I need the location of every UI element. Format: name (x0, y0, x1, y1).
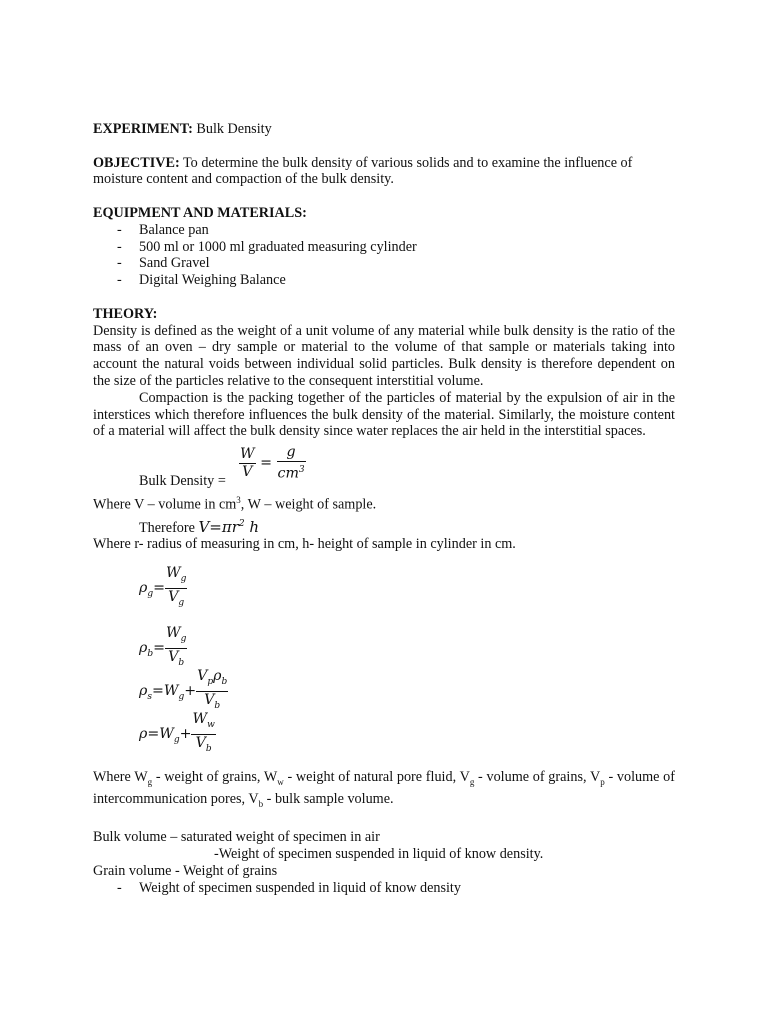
where-v-line: Where V – volume in $cm^3$, W – weight of sample. (93, 495, 377, 513)
experiment-line (93, 121, 675, 138)
theory-heading: THEORY: (93, 305, 158, 322)
where-r-line: Where r- radius of measuring in cm, h- height of sample in cylinder in cm. (93, 536, 516, 553)
volume-formula: $V=\pi r^2$ h (198, 517, 260, 536)
bulk-density-equation: $\rho_b=$ $\frac{W_g}{V_b}$ (139, 625, 187, 668)
objective-paragraph (93, 155, 675, 189)
objective-text: To determine the bulk density of various solids and to examine the influence of moisture content and compaction of the bulk density. (93, 154, 633, 188)
equipment-heading: EQUIPMENT AND MATERIALS: (93, 204, 307, 221)
list-item: - Digital Weighing Balance (117, 272, 286, 289)
grain-volume-list (93, 880, 675, 897)
grain-density-equation: $\rho_g=$ $\frac{W_g}{V_g}$ (139, 565, 187, 608)
list-item: - Sand Gravel (117, 255, 210, 272)
list-item: - Weight of specimen suspended in liquid of know density (117, 879, 461, 896)
experiment-label: EXPERIMENT: (93, 121, 193, 137)
where-w-paragraph: Where $W_g$ - weight of grains, $W_w$ - weight of natural pore fluid, $V_g$ - volume of grains, $V_p$ - volume of intercommunication pores, $V_b$ - bulk sample volume. (93, 769, 675, 809)
document-page (93, 121, 675, 897)
equipment-list (93, 222, 675, 289)
list-item: - Balance pan (117, 221, 209, 238)
saturated-density-equation: $\rho_s=W_g+$ $\frac{V_p\rho_b}{V_b}$ (139, 668, 228, 711)
objective-label: OBJECTIVE: (93, 154, 180, 171)
grain-volume-line: Grain volume - Weight of grains (93, 862, 278, 879)
experiment-title: Bulk Density (192, 121, 272, 137)
density-equations (93, 553, 675, 769)
formula-w-over-v: $\frac{W}{V}$ = $\frac{g}{cm^3}$ (240, 444, 305, 482)
bulk-volume-line-2: -Weight of specimen suspended in liquid of know density. (214, 846, 544, 863)
bulk-density-label: Bulk Density = (139, 473, 226, 490)
natural-density-equation: $\rho=W_g+$ $\frac{W_w}{V_b}$ (139, 711, 215, 754)
list-item: - 500 ml or 1000 ml graduated measuring cylinder (117, 238, 417, 255)
bulk-volume-line-1: Bulk volume – saturated weight of specimen in air (93, 829, 380, 846)
therefore-line: Therefore $V=\pi r^2$ h (139, 517, 260, 536)
theory-paragraph-1: Density is defined as the weight of a unit volume of any material while bulk density is the ratio of the mass of an oven – dry sample or material to the volume of that sample or materials taking into account the natural voids between individual solid particles. Bulk density is therefore dependent on the size of the particles relative to the consequent interstitial volume. (93, 322, 675, 389)
bulk-density-formula (93, 440, 675, 492)
theory-paragraph-2: Compaction is the packing together of the particles of material by the expulsion of air in the interstices which therefore influences the bulk density of the material. Similarly, the moisture content of a material will affect the bulk density since water replaces the air held in the interstitial spaces. (93, 389, 675, 440)
